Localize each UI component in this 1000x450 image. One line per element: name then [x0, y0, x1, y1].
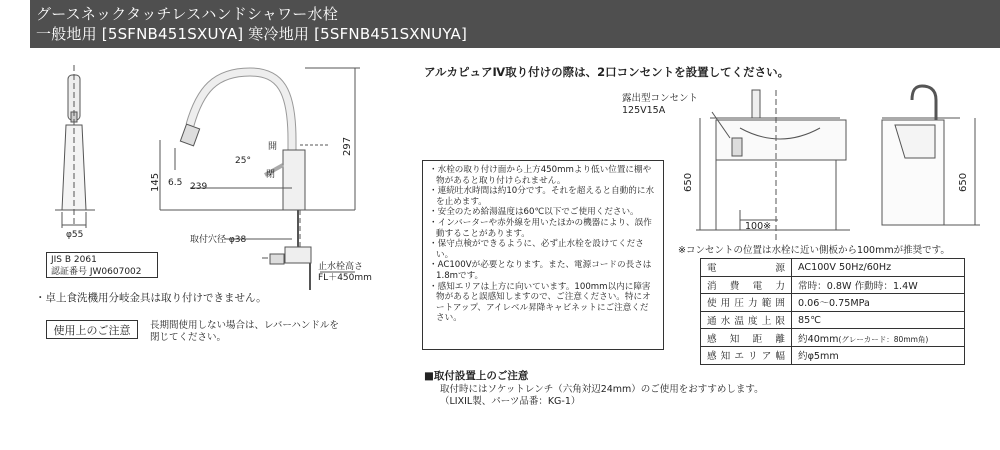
precaution-item: ・インバーターや赤外線を用いたほかの機器により、誤作動することがあります。: [429, 217, 652, 239]
install-title: アルカピュアⅣ取り付けの際は、2口コンセントを設置してください。: [424, 65, 790, 79]
front-view-faucet: [55, 65, 95, 228]
spec-value: 常時：0.8W 作動時：1.4W: [792, 276, 965, 294]
precaution-item: ・感知エリアは上方に向いています。100mm以内に障害物があると誤感知しますので、ご注意ください。特にオートアップ、アイレベル昇降キャビネットにご注意ください。: [429, 281, 651, 324]
table-row: [701, 294, 965, 312]
usage-caution-line1: 長期間使用しない場合は、レバーハンドルを: [150, 320, 339, 331]
spec-value: [792, 329, 965, 347]
spec-label: 感知距離: [701, 329, 792, 347]
stop-valve-height-label: 止水栓高さ: [318, 262, 364, 272]
precaution-item: ・保守点検ができるように、必ず止水栓を設けてください。: [429, 239, 644, 260]
mount-hole-label: 取付穴径 φ38: [190, 235, 247, 245]
install-caution-text: [440, 384, 764, 408]
dim-650-side: 650: [958, 172, 969, 192]
dim-phi55: φ55: [66, 230, 84, 240]
table-row: [701, 276, 965, 294]
outlet-model: 125V15A: [622, 105, 666, 116]
dim-100: 100※: [745, 221, 772, 232]
spec-label: 感知エリア幅: [701, 346, 792, 364]
spec-label: 電源: [701, 259, 792, 277]
install-caution-line2: （LIXIL製、パーツ品番：KG-1）: [440, 396, 581, 407]
usage-caution-line2: 閉じてください。: [150, 332, 227, 343]
side-view-faucet: [160, 68, 360, 290]
install-caution-line1: 取付時にはソケットレンチ（六角対辺24mm）のご使用をおすすめします。: [440, 384, 764, 395]
precaution-item: ・AC100Vが必要となります。また、電源コードの長さは1.8mです。: [429, 260, 652, 281]
precautions-box: [422, 160, 664, 350]
dim-25deg: 25°: [235, 156, 251, 166]
cabinet-front-view: [696, 90, 850, 240]
table-row: [701, 259, 965, 277]
jis-cert-number: 認証番号 JW0607002: [51, 267, 142, 277]
jis-standard: JIS B 2061: [51, 255, 97, 265]
spec-table: [700, 258, 965, 365]
spec-value-main: 約40mm: [798, 333, 839, 345]
spec-value: 0.06〜0.75MPa: [792, 294, 965, 312]
cabinet-side-view: [882, 86, 980, 225]
precaution-item: ・水栓の取り付け面から上方450mmより低い位置に棚や物があると取り付けられません。: [429, 165, 652, 186]
table-row: [701, 311, 965, 329]
table-row: [701, 329, 965, 347]
spec-label: 消費電力: [701, 276, 792, 294]
dim-650-front: 650: [683, 172, 694, 192]
outlet-recommendation: ※コンセントの位置は水栓に近い側板から100mmが推奨です。: [678, 245, 950, 256]
product-models: 一般地用 [5SFNB451SXUYA] 寒冷地用 [5SFNB451SXNUYA]: [36, 25, 468, 43]
label-open: 開: [268, 142, 278, 152]
spec-value: 85℃: [792, 311, 965, 329]
outlet-label: 露出型コンセント: [622, 93, 699, 104]
stop-valve-height-value: FL＋450mm: [318, 273, 372, 283]
dim-145: 145: [150, 172, 161, 192]
dim-239: 239: [190, 182, 208, 192]
table-row: [701, 346, 965, 364]
spec-value: 約φ5mm: [792, 346, 965, 364]
spec-label: 使用圧力範囲: [701, 294, 792, 312]
spec-label: 通水温度上限: [701, 311, 792, 329]
label-close: 閉: [266, 170, 276, 180]
usage-caution-tag: 使用上のご注意: [46, 320, 138, 339]
usage-caution-text: [150, 320, 370, 344]
dim-6-5: 6.5: [168, 178, 183, 188]
spec-value-note: (グレーカード：80mm角): [838, 334, 929, 344]
dishwasher-note: ・卓上食洗機用分岐金具は取り付けできません。: [35, 292, 267, 304]
spec-value: AC100V 50Hz/60Hz: [792, 259, 965, 277]
precaution-item: ・安全のため給湯温度は60℃以下でご使用ください。: [429, 207, 639, 218]
install-caution-title: ■取付設置上のご注意: [424, 370, 529, 382]
jis-certification-box: [46, 252, 158, 278]
dim-297: 297: [342, 136, 353, 156]
product-title: グースネックタッチレスハンドシャワー水栓: [36, 5, 338, 23]
precaution-item: ・連続吐水時間は約10分です。それを超えると自動的に水を止めます。: [429, 186, 655, 207]
